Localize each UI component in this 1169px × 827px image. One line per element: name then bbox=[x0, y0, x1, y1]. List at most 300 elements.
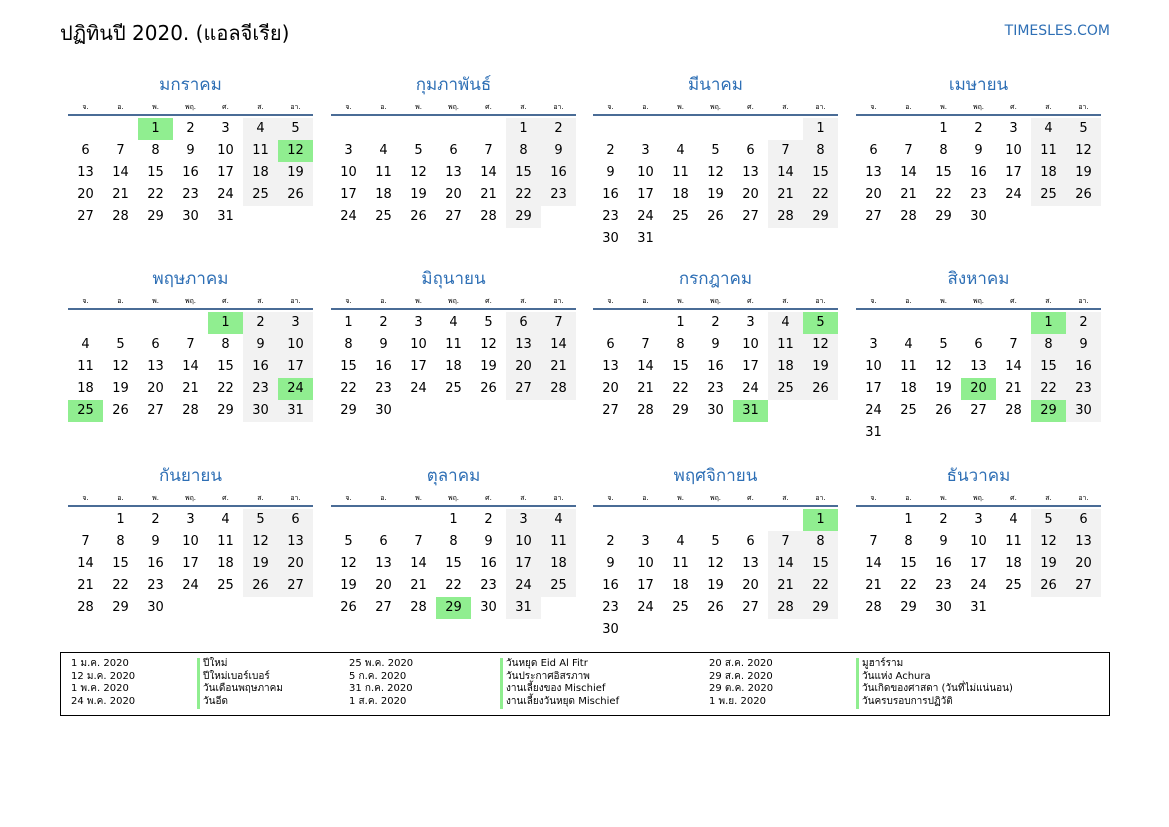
day-cell: 10 bbox=[340, 165, 357, 180]
day-cell: 15 bbox=[803, 162, 838, 184]
legend-date: 1 ม.ค. 2020 bbox=[71, 658, 129, 669]
day-cell: 10 bbox=[182, 534, 199, 549]
day-cell: 29 bbox=[147, 209, 164, 224]
legend-date: 5 ก.ค. 2020 bbox=[349, 670, 407, 682]
day-cell: 31 bbox=[278, 400, 313, 422]
day-cell: 27 bbox=[278, 575, 313, 597]
weekday-label: พฤ. bbox=[447, 297, 460, 305]
day-cell: 17 bbox=[742, 359, 759, 374]
weekday-label: พ. bbox=[677, 103, 684, 111]
day-cell: 26 bbox=[340, 600, 357, 615]
day-cell: 24 bbox=[637, 209, 654, 224]
day-cell: 13 bbox=[865, 165, 882, 180]
day-cell: 12 bbox=[707, 556, 724, 571]
day-cell: 30 bbox=[243, 400, 278, 422]
legend-date: 29 ต.ค. 2020 bbox=[709, 683, 774, 695]
weekday-label: พฤ. bbox=[184, 494, 197, 502]
weekday-label: อ. bbox=[380, 297, 387, 305]
day-cell: 3 bbox=[641, 534, 650, 549]
day-cell: 23 bbox=[707, 381, 724, 396]
day-cell: 9 bbox=[379, 337, 388, 352]
day-grid bbox=[856, 509, 1101, 619]
weekday-label: จ. bbox=[82, 297, 89, 305]
weekday-label: จ. bbox=[607, 103, 614, 111]
day-cell: 24 bbox=[182, 578, 199, 593]
weekday-label: ศ. bbox=[1010, 103, 1017, 111]
holiday-cell: 29 bbox=[436, 597, 471, 619]
day-cell: 22 bbox=[506, 184, 541, 206]
day-cell: 23 bbox=[970, 187, 987, 202]
day-cell: 31 bbox=[970, 600, 987, 615]
day-cell: 17 bbox=[182, 556, 199, 571]
legend-dates-col-2 bbox=[349, 658, 413, 709]
month-name: สิงหาคม bbox=[947, 269, 1010, 289]
day-cell: 26 bbox=[480, 381, 497, 396]
header-divider bbox=[68, 308, 313, 310]
empty-cell bbox=[401, 118, 436, 140]
day-cell: 25 bbox=[541, 575, 576, 597]
day-cell: 26 bbox=[1066, 184, 1101, 206]
weekday-label: พฤ. bbox=[447, 103, 460, 111]
day-cell: 19 bbox=[1066, 162, 1101, 184]
day-cell: 25 bbox=[1031, 184, 1066, 206]
holiday-cell: 5 bbox=[803, 312, 838, 334]
day-cell: 6 bbox=[746, 534, 755, 549]
day-grid bbox=[68, 509, 313, 619]
day-cell: 4 bbox=[676, 143, 685, 158]
empty-cell bbox=[856, 509, 891, 531]
day-cell: 31 bbox=[506, 597, 541, 619]
day-cell: 10 bbox=[506, 531, 541, 553]
weekday-label: จ. bbox=[870, 103, 877, 111]
day-cell: 1 bbox=[449, 512, 458, 527]
empty-cell bbox=[331, 509, 366, 531]
day-cell: 19 bbox=[803, 356, 838, 378]
day-cell: 5 bbox=[711, 534, 720, 549]
day-cell: 5 bbox=[243, 509, 278, 531]
day-cell: 18 bbox=[672, 187, 689, 202]
day-cell: 18 bbox=[77, 381, 94, 396]
empty-cell bbox=[961, 312, 996, 334]
day-cell: 17 bbox=[865, 381, 882, 396]
day-cell: 16 bbox=[970, 165, 987, 180]
day-cell: 20 bbox=[865, 187, 882, 202]
day-cell: 25 bbox=[672, 209, 689, 224]
day-cell: 31 bbox=[217, 209, 234, 224]
legend-holiday: วันเกิดของศาสดา (วันที่ไม่แน่นอน) bbox=[856, 683, 1013, 696]
day-cell: 23 bbox=[480, 578, 497, 593]
day-cell: 6 bbox=[379, 534, 388, 549]
day-cell: 24 bbox=[340, 209, 357, 224]
day-cell: 21 bbox=[410, 578, 427, 593]
day-cell: 27 bbox=[742, 209, 759, 224]
empty-cell bbox=[68, 312, 103, 334]
day-cell: 3 bbox=[1009, 121, 1018, 136]
day-grid bbox=[331, 118, 576, 228]
legend-dates-col-3 bbox=[709, 658, 773, 709]
weekday-label: อา. bbox=[1078, 297, 1089, 305]
empty-cell bbox=[593, 509, 628, 531]
day-cell: 9 bbox=[606, 556, 615, 571]
weekday-label: พฤ. bbox=[184, 103, 197, 111]
header-divider bbox=[331, 505, 576, 507]
day-cell: 2 bbox=[484, 512, 493, 527]
day-cell: 22 bbox=[900, 578, 917, 593]
day-cell: 2 bbox=[606, 534, 615, 549]
day-cell: 20 bbox=[77, 187, 94, 202]
day-cell: 20 bbox=[445, 187, 462, 202]
day-cell: 30 bbox=[970, 209, 987, 224]
month-name: กันยายน bbox=[158, 466, 222, 486]
day-cell: 22 bbox=[147, 187, 164, 202]
day-cell: 26 bbox=[803, 378, 838, 400]
weekday-label: อา. bbox=[290, 103, 301, 111]
month-name: ธันวาคม bbox=[946, 466, 1011, 486]
day-cell: 22 bbox=[803, 184, 838, 206]
day-cell: 29 bbox=[803, 597, 838, 619]
day-cell: 8 bbox=[803, 531, 838, 553]
weekday-label: พฤ. bbox=[447, 494, 460, 502]
day-cell: 22 bbox=[112, 578, 129, 593]
empty-cell bbox=[103, 118, 138, 140]
day-cell: 30 bbox=[375, 403, 392, 418]
day-cell: 14 bbox=[112, 165, 129, 180]
day-cell: 12 bbox=[1031, 531, 1066, 553]
day-cell: 29 bbox=[803, 206, 838, 228]
day-cell: 14 bbox=[1005, 359, 1022, 374]
weekday-label: ส. bbox=[782, 297, 789, 305]
day-cell: 7 bbox=[1009, 337, 1018, 352]
day-cell: 17 bbox=[1005, 165, 1022, 180]
day-cell: 19 bbox=[278, 162, 313, 184]
legend-date: 24 พ.ค. 2020 bbox=[71, 696, 136, 708]
day-cell: 26 bbox=[935, 403, 952, 418]
month-name: เมษายน bbox=[948, 75, 1009, 95]
weekday-header bbox=[856, 491, 1101, 505]
weekday-label: จ. bbox=[345, 297, 352, 305]
legend-holiday: วันครบรอบการปฏิวัติ bbox=[856, 696, 1013, 709]
day-cell: 9 bbox=[243, 334, 278, 356]
day-cell: 14 bbox=[541, 334, 576, 356]
day-cell: 13 bbox=[147, 359, 164, 374]
day-cell: 10 bbox=[278, 334, 313, 356]
day-cell: 27 bbox=[970, 403, 987, 418]
day-cell: 10 bbox=[217, 143, 234, 158]
day-cell: 16 bbox=[243, 356, 278, 378]
legend-holiday: ปีใหม่ bbox=[197, 658, 283, 671]
day-cell: 3 bbox=[869, 337, 878, 352]
day-cell: 20 bbox=[1066, 553, 1101, 575]
legend-holiday: งานเลี้ยงของ Mischief bbox=[500, 683, 619, 696]
empty-cell bbox=[68, 118, 103, 140]
weekday-label: อ. bbox=[905, 494, 912, 502]
day-cell: 15 bbox=[112, 556, 129, 571]
weekday-label: ส. bbox=[520, 297, 527, 305]
day-cell: 2 bbox=[151, 512, 160, 527]
day-cell: 9 bbox=[1066, 334, 1101, 356]
day-cell: 24 bbox=[410, 381, 427, 396]
weekday-label: จ. bbox=[870, 297, 877, 305]
legend-date: 1 พ.ค. 2020 bbox=[71, 683, 129, 695]
day-cell: 24 bbox=[1005, 187, 1022, 202]
month-block bbox=[593, 463, 838, 641]
empty-cell bbox=[628, 118, 663, 140]
weekday-label: ส. bbox=[1045, 103, 1052, 111]
header-divider bbox=[68, 114, 313, 116]
day-cell: 3 bbox=[746, 315, 755, 330]
day-cell: 30 bbox=[935, 600, 952, 615]
holiday-cell: 1 bbox=[208, 312, 243, 334]
day-cell: 20 bbox=[742, 578, 759, 593]
day-cell: 6 bbox=[506, 312, 541, 334]
weekday-header bbox=[331, 294, 576, 308]
day-cell: 8 bbox=[344, 337, 353, 352]
day-cell: 9 bbox=[151, 534, 160, 549]
day-cell: 28 bbox=[637, 403, 654, 418]
day-cell: 13 bbox=[970, 359, 987, 374]
day-cell: 11 bbox=[243, 140, 278, 162]
day-cell: 18 bbox=[243, 162, 278, 184]
day-cell: 16 bbox=[1066, 356, 1101, 378]
day-cell: 22 bbox=[340, 381, 357, 396]
day-grid bbox=[593, 509, 838, 641]
day-cell: 6 bbox=[974, 337, 983, 352]
day-cell: 16 bbox=[147, 556, 164, 571]
day-cell: 8 bbox=[1031, 334, 1066, 356]
day-cell: 4 bbox=[676, 534, 685, 549]
day-cell: 26 bbox=[243, 575, 278, 597]
day-cell: 23 bbox=[375, 381, 392, 396]
day-cell: 6 bbox=[278, 509, 313, 531]
weekday-label: อา. bbox=[290, 297, 301, 305]
day-grid bbox=[593, 118, 838, 250]
day-cell: 3 bbox=[278, 312, 313, 334]
day-cell: 28 bbox=[77, 600, 94, 615]
weekday-label: อา. bbox=[1078, 103, 1089, 111]
day-cell: 9 bbox=[484, 534, 493, 549]
day-cell: 9 bbox=[974, 143, 983, 158]
day-cell: 4 bbox=[81, 337, 90, 352]
legend-holiday: ปีใหม่เบอร์เบอร์ bbox=[197, 671, 283, 684]
day-cell: 3 bbox=[414, 315, 423, 330]
day-cell: 15 bbox=[935, 165, 952, 180]
day-cell: 16 bbox=[602, 187, 619, 202]
day-cell: 15 bbox=[672, 359, 689, 374]
day-cell: 17 bbox=[637, 187, 654, 202]
day-cell: 14 bbox=[480, 165, 497, 180]
day-cell: 27 bbox=[77, 209, 94, 224]
day-cell: 21 bbox=[1005, 381, 1022, 396]
day-cell: 18 bbox=[1005, 556, 1022, 571]
weekday-label: จ. bbox=[82, 103, 89, 111]
month-block bbox=[331, 266, 576, 422]
day-cell: 5 bbox=[414, 143, 423, 158]
day-cell: 23 bbox=[541, 184, 576, 206]
day-cell: 17 bbox=[410, 359, 427, 374]
weekday-label: ศ. bbox=[747, 103, 754, 111]
day-cell: 11 bbox=[375, 165, 392, 180]
weekday-label: ส. bbox=[520, 494, 527, 502]
day-cell: 21 bbox=[182, 381, 199, 396]
day-cell: 5 bbox=[1066, 118, 1101, 140]
empty-cell bbox=[856, 118, 891, 140]
weekday-label: จ. bbox=[345, 494, 352, 502]
day-cell: 22 bbox=[1031, 378, 1066, 400]
day-cell: 23 bbox=[1066, 378, 1101, 400]
weekday-label: อา. bbox=[553, 494, 564, 502]
day-cell: 3 bbox=[974, 512, 983, 527]
day-cell: 27 bbox=[1066, 575, 1101, 597]
day-cell: 28 bbox=[768, 597, 803, 619]
header-divider bbox=[593, 505, 838, 507]
day-cell: 1 bbox=[116, 512, 125, 527]
day-cell: 23 bbox=[602, 209, 619, 224]
day-cell: 17 bbox=[217, 165, 234, 180]
day-cell: 23 bbox=[182, 187, 199, 202]
day-cell: 8 bbox=[676, 337, 685, 352]
weekday-label: พฤ. bbox=[972, 297, 985, 305]
day-cell: 15 bbox=[445, 556, 462, 571]
day-cell: 7 bbox=[116, 143, 125, 158]
empty-cell bbox=[891, 118, 926, 140]
weekday-label: อ. bbox=[642, 103, 649, 111]
weekday-label: จ. bbox=[607, 494, 614, 502]
empty-cell bbox=[593, 118, 628, 140]
day-cell: 28 bbox=[768, 206, 803, 228]
month-block bbox=[593, 72, 838, 250]
day-cell: 27 bbox=[375, 600, 392, 615]
empty-cell bbox=[698, 118, 733, 140]
empty-cell bbox=[103, 312, 138, 334]
weekday-label: ส. bbox=[782, 494, 789, 502]
empty-cell bbox=[768, 509, 803, 531]
month-name: ตุลาคม bbox=[426, 466, 481, 486]
weekday-label: ศ. bbox=[222, 494, 229, 502]
day-cell: 8 bbox=[506, 140, 541, 162]
month-name: มกราคม bbox=[159, 75, 222, 95]
day-cell: 4 bbox=[1009, 512, 1018, 527]
weekday-label: พฤ. bbox=[972, 494, 985, 502]
weekday-header bbox=[856, 100, 1101, 114]
day-cell: 2 bbox=[711, 315, 720, 330]
day-cell: 21 bbox=[480, 187, 497, 202]
day-cell: 26 bbox=[112, 403, 129, 418]
day-cell: 6 bbox=[449, 143, 458, 158]
legend-holiday: วันแห่ง Achura bbox=[856, 671, 1013, 684]
legend-date: 1 ส.ค. 2020 bbox=[349, 696, 407, 708]
day-cell: 13 bbox=[445, 165, 462, 180]
day-cell: 15 bbox=[900, 556, 917, 571]
day-cell: 12 bbox=[243, 531, 278, 553]
day-cell: 30 bbox=[1066, 400, 1101, 422]
empty-cell bbox=[331, 118, 366, 140]
header-divider bbox=[331, 114, 576, 116]
empty-cell bbox=[891, 312, 926, 334]
day-cell: 7 bbox=[414, 534, 423, 549]
day-cell: 5 bbox=[484, 315, 493, 330]
month-block bbox=[856, 266, 1101, 444]
day-cell: 27 bbox=[602, 403, 619, 418]
legend-holiday: วันเดือนพฤษภาคม bbox=[197, 683, 283, 696]
weekday-header bbox=[331, 100, 576, 114]
header-divider bbox=[68, 505, 313, 507]
day-grid bbox=[331, 509, 576, 619]
weekday-label: อา. bbox=[815, 103, 826, 111]
weekday-label: ส. bbox=[520, 103, 527, 111]
day-cell: 15 bbox=[340, 359, 357, 374]
day-cell: 17 bbox=[278, 356, 313, 378]
empty-cell bbox=[628, 509, 663, 531]
brand-link[interactable]: TIMESLES.COM bbox=[1004, 23, 1110, 39]
legend-date: 12 ม.ค. 2020 bbox=[71, 670, 136, 682]
day-grid bbox=[856, 118, 1101, 228]
day-cell: 26 bbox=[707, 209, 724, 224]
day-cell: 6 bbox=[869, 143, 878, 158]
day-cell: 9 bbox=[939, 534, 948, 549]
day-cell: 25 bbox=[375, 209, 392, 224]
weekday-label: พฤ. bbox=[184, 297, 197, 305]
day-cell: 3 bbox=[506, 509, 541, 531]
day-cell: 9 bbox=[541, 140, 576, 162]
day-cell: 2 bbox=[541, 118, 576, 140]
day-cell: 28 bbox=[900, 209, 917, 224]
holiday-cell: 12 bbox=[278, 140, 313, 162]
day-cell: 15 bbox=[506, 162, 541, 184]
month-block bbox=[593, 266, 838, 422]
weekday-label: อ. bbox=[905, 297, 912, 305]
weekday-label: พ. bbox=[415, 494, 422, 502]
weekday-label: พ. bbox=[940, 494, 947, 502]
empty-cell bbox=[996, 312, 1031, 334]
day-cell: 12 bbox=[803, 334, 838, 356]
empty-cell bbox=[401, 509, 436, 531]
empty-cell bbox=[733, 118, 768, 140]
day-cell: 10 bbox=[865, 359, 882, 374]
day-cell: 12 bbox=[112, 359, 129, 374]
empty-cell bbox=[768, 118, 803, 140]
weekday-label: จ. bbox=[607, 297, 614, 305]
day-cell: 11 bbox=[672, 556, 689, 571]
day-cell: 28 bbox=[541, 378, 576, 400]
day-cell: 21 bbox=[541, 356, 576, 378]
day-cell: 20 bbox=[602, 381, 619, 396]
day-cell: 10 bbox=[1005, 143, 1022, 158]
day-cell: 28 bbox=[865, 600, 882, 615]
day-cell: 25 bbox=[217, 578, 234, 593]
holiday-cell: 20 bbox=[961, 378, 996, 400]
day-cell: 2 bbox=[243, 312, 278, 334]
day-cell: 5 bbox=[939, 337, 948, 352]
day-cell: 16 bbox=[707, 359, 724, 374]
weekday-header bbox=[68, 294, 313, 308]
day-cell: 4 bbox=[243, 118, 278, 140]
weekday-header bbox=[68, 100, 313, 114]
day-cell: 2 bbox=[186, 121, 195, 136]
day-cell: 10 bbox=[742, 337, 759, 352]
weekday-label: ศ. bbox=[485, 297, 492, 305]
day-cell: 11 bbox=[1031, 140, 1066, 162]
day-cell: 10 bbox=[637, 165, 654, 180]
empty-cell bbox=[173, 312, 208, 334]
weekday-label: อา. bbox=[290, 494, 301, 502]
weekday-label: อา. bbox=[553, 297, 564, 305]
day-cell: 4 bbox=[449, 315, 458, 330]
day-cell: 23 bbox=[935, 578, 952, 593]
day-cell: 11 bbox=[900, 359, 917, 374]
day-cell: 22 bbox=[445, 578, 462, 593]
day-cell: 4 bbox=[221, 512, 230, 527]
day-cell: 21 bbox=[637, 381, 654, 396]
